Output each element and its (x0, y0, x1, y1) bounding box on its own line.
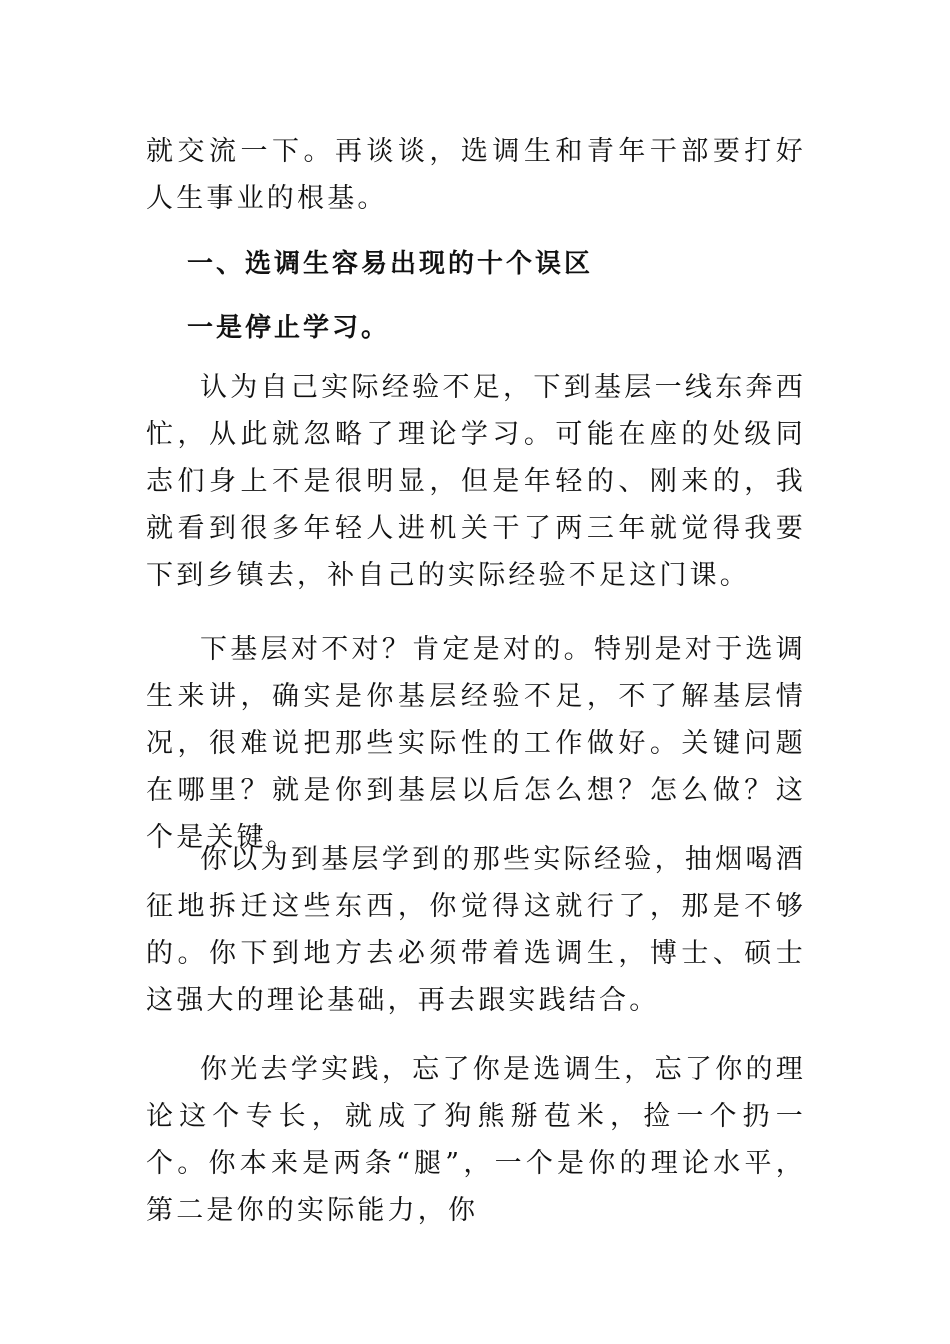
paragraph-block-1 (146, 364, 806, 599)
body-paragraph: 认为自己实际经验不足，下到基层一线东奔西忙，从此就忽略了理论学习。可能在座的处级同志们身上不是很明显，但是年轻的、刚来的，我就看到很多年轻人进机关干了两三年就觉得我要下到乡镇去，补自己的实际经验不足这门课。 (146, 372, 806, 591)
subheading: 一是停止学习。 (187, 313, 391, 343)
paragraph-block-2 (146, 626, 806, 861)
section-heading: 一、选调生容易出现的十个误区 (187, 249, 594, 279)
body-paragraph: 你以为到基层学到的那些实际经验，抽烟喝酒征地拆迁这些东西，你觉得这就行了，那是不够的。你下到地方去必须带着选调生，博士、硕士这强大的理论基础，再去跟实践结合。 (146, 844, 806, 1016)
body-paragraph: 下基层对不对？肯定是对的。特别是对于选调生来讲，确实是你基层经验不足，不了解基层情况，很难说把那些实际性的工作做好。关键问题在哪里？就是你到基层以后怎么想？怎么做？这个是关键。 (146, 634, 806, 853)
body-paragraph: 你光去学实践，忘了你是选调生，忘了你的理论这个专长，就成了狗熊掰苞米，捡一个扔一个。你本来是两条“腿”，一个是你的理论水平，第二是你的实际能力，你 (146, 1054, 806, 1226)
continuation-block (146, 128, 806, 222)
continuation-paragraph: 就交流一下。再谈谈，选调生和青年干部要打好人生事业的根基。 (146, 136, 806, 214)
paragraph-block-3 (146, 836, 806, 1024)
paragraph-block-4 (146, 1046, 806, 1234)
